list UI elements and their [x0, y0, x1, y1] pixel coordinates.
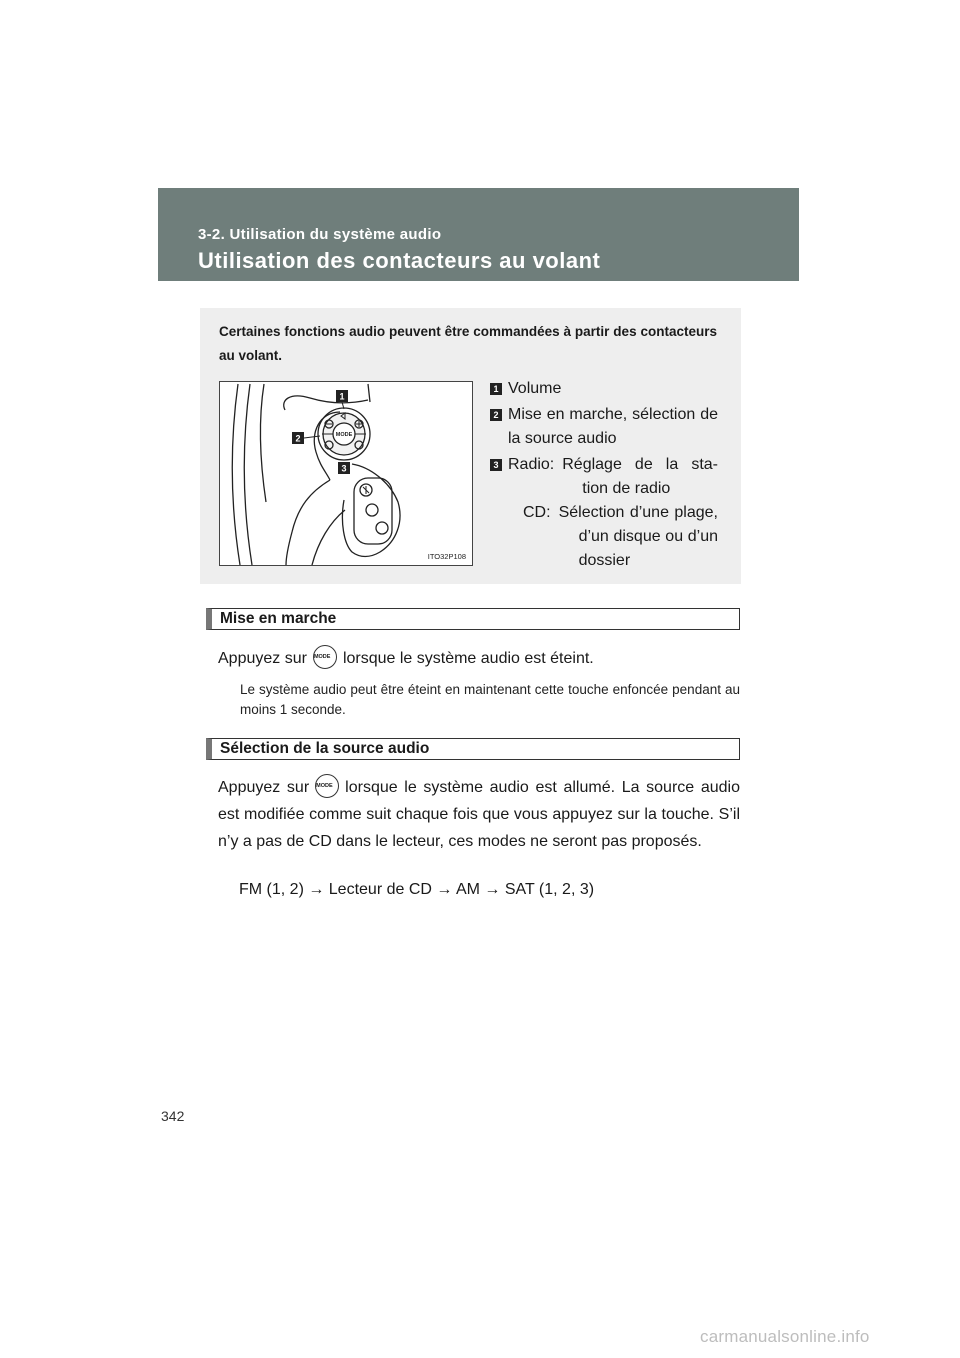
section-label: 3-2. Utilisation du système audio: [198, 226, 442, 243]
legend-number-2: 2: [490, 409, 502, 421]
cd-key: CD:: [523, 504, 551, 521]
legend-number-1: 1: [490, 383, 502, 395]
source-sequence: FM (1, 2) → Lecteur de CD → AM → SAT (1, 2, 3): [239, 881, 595, 898]
steering-switch-illustration: [219, 381, 473, 566]
radio-key: Radio:: [508, 456, 555, 473]
legend-item-1: [490, 377, 718, 401]
image-code: ITO32P108: [427, 552, 466, 561]
legend-item-3: [490, 453, 718, 573]
subheading-selection-source: Sélection de la source audio: [206, 738, 740, 760]
callout-1: [336, 390, 348, 402]
legend-number-3: 3: [490, 459, 502, 471]
legend-text-volume: Volume: [508, 380, 562, 397]
section2-instruction: Appuyez sur MODE lorsque le système audio est allumé. La source audio est modifiée comme suit chaque fois que vous appuyez sur la touche. S’il n’y a pas de CD dans le lecteur, ces modes ne seront pas proposés.: [218, 774, 740, 855]
cd-value: Sélection d’une plage, d’un disque ou d’un dossier: [558, 504, 718, 569]
subheading-mise-en-marche: Mise en marche: [206, 608, 740, 630]
legend-row-cd: [508, 501, 718, 573]
steering-wheel-drawing: [220, 382, 472, 565]
page-title: Utilisation des contacteurs au volant: [198, 248, 601, 273]
svg-text:3: 3: [341, 463, 347, 474]
mode-button-icon: MODE: [315, 774, 339, 798]
svg-text:2: 2: [295, 433, 301, 444]
intro-text: Certaines fonctions audio peuvent être commandées à partir des contacteurs au volant.: [219, 324, 717, 363]
radio-value: Réglage de la sta- tion de radio: [562, 456, 718, 497]
callout-3: [338, 462, 350, 474]
chapter-header: [158, 188, 799, 281]
page-number: 342: [161, 1108, 185, 1124]
legend-text-power-source: Mise en marche, sélection de la source audio: [508, 406, 718, 447]
legend-row-radio: [508, 453, 718, 501]
legend-item-2: [490, 403, 718, 451]
legend: [490, 377, 718, 575]
mode-button-icon: MODE: [313, 645, 337, 669]
watermark: carmanualsonline.info: [700, 1327, 870, 1346]
intro-box: [200, 308, 741, 584]
mode-label: MODE: [335, 432, 353, 438]
callout-2: [292, 432, 304, 444]
svg-text:1: 1: [339, 391, 345, 402]
section1-note: Le système audio peut être éteint en maintenant cette touche enfoncée pendant au moins 1 seconde.: [240, 682, 740, 717]
section1-instruction: Appuyez sur MODE lorsque le système audio est éteint.: [218, 645, 740, 672]
